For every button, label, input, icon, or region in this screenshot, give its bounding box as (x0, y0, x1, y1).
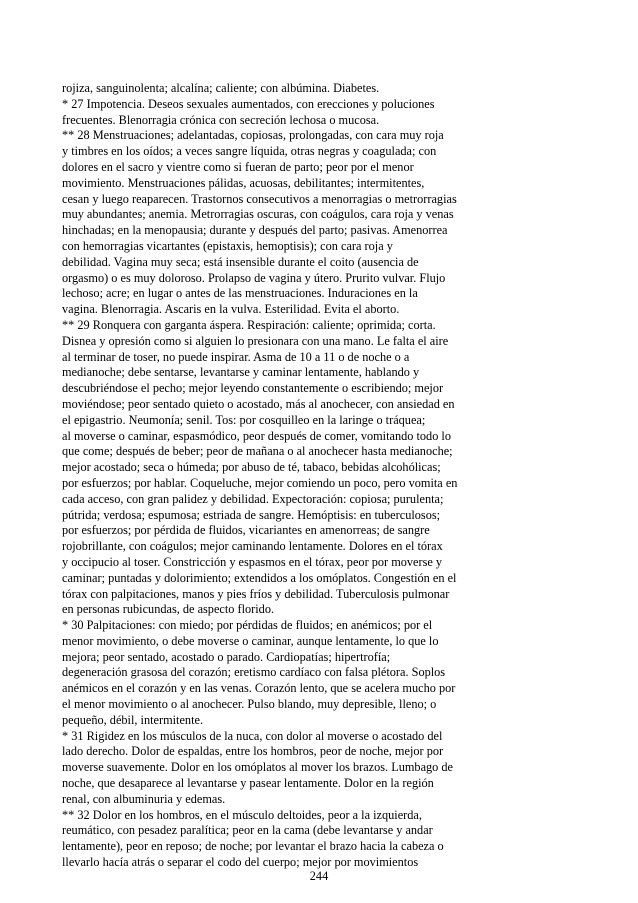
text-line: en personas rubicundas, de aspecto florido. (62, 602, 275, 617)
text-line: por esfuerzos; por pérdida de fluidos, vicariantes en amenorreas; de sangre (62, 523, 430, 538)
text-line: * 27 Impotencia. Deseos sexuales aumentados, con erecciones y poluciones (62, 96, 435, 111)
text-line: Disnea y opresión como si alguien lo presionara con una mano. Le falta el aire (62, 333, 449, 348)
body-text (62, 81, 482, 871)
text-line: mejora; peor sentado, acostado o parado. Cardiopatías; hipertrofía; (62, 649, 391, 664)
text-line: cesan y luego reaparecen. Trastornos consecutivos a menorragias o metrorragias (62, 191, 457, 206)
text-line: degeneración grasosa del corazón; eretismo cardíaco con falsa plétora. Soplos (62, 665, 446, 680)
text-line: llevarlo hacía atrás o separar el codo del cuerpo; mejor por movimientos (62, 855, 419, 870)
text-line: lado derecho. Dolor de espaldas, entre los hombros, peor de noche, mejor por (62, 744, 444, 759)
text-line: noche, que desaparece al levantarse y pasear lentamente. Dolor en la región (62, 776, 434, 791)
text-line: reumático, con pesadez paralítica; peor en la cama (debe levantarse y andar (62, 823, 433, 838)
text-line: mejor acostado; seca o húmeda; por abuso de té, tabaco, bebidas alcohólicas; (62, 460, 441, 475)
text-line: con hemorragias vicartantes (epistaxis, hemoptisis); con cara roja y (62, 238, 393, 253)
text-line: caminar; puntadas y dolorimiento; extendidos a los omóplatos. Congestión en el (62, 570, 457, 585)
text-line: orgasmo) o es muy doloroso. Prolapso de vagina y útero. Prurito vulvar. Flujo (62, 270, 446, 285)
text-line: * 31 Rigidez en los músculos de la nuca, con dolor al moverse o acostado del (62, 728, 443, 743)
text-line: movimiento. Menstruaciones pálidas, acuosas, debilitantes; intermitentes, (62, 175, 425, 190)
page-number: 244 (309, 869, 329, 883)
text-line: renal, con albuminuria y edemas. (62, 791, 226, 806)
text-line: el menor movimiento o al anochecer. Pulso blando, muy depresible, lleno; o (62, 697, 437, 712)
text-line: lechoso; acre; en lugar o antes de las menstruaciones. Induraciones en la (62, 286, 418, 301)
text-line: el epigastrio. Neumonía; senil. Tos: por cosquilleo en la laringe o tráquea; (62, 412, 426, 427)
text-line: ** 29 Ronquera con garganta áspera. Respiración: caliente; oprimida; corta. (62, 317, 436, 332)
text-line: * 30 Palpitaciones: con miedo; por pérdidas de fluidos; en anémicos; por el (62, 618, 433, 633)
text-line: ** 28 Menstruaciones; adelantadas, copiosas, prolongadas, con cara muy roja (62, 128, 444, 143)
text-line: anémicos en el corazón y en las venas. Corazón lento, que se acelera mucho por (62, 681, 456, 696)
text-line: pútrida; verdosa; espumosa; estriada de sangre. Hemóptisis: en tuberculosos; (62, 507, 441, 522)
text-line: muy abundantes; anemia. Metrorragias oscuras, con coágulos, cara roja y venas (62, 207, 454, 222)
text-line: menor movimiento, o debe moverse o caminar, aunque lentamente, lo que lo (62, 633, 439, 648)
text-line: dolores en el sacro y vientre como si fueran de parto; peor por el menor (62, 159, 414, 174)
text-line: hinchadas; en la menopausia; durante y después del parto; pasivas. Amenorrea (62, 223, 448, 238)
text-line: que come; después de beber; peor de mañana o al anochecer hasta medianoche; (62, 444, 453, 459)
text-line: debilidad. Vagina muy seca; está insensible durante el coito (ausencia de (62, 254, 419, 269)
text-line: medianoche; debe sentarse, levantarse y caminar lentamente, hablando y (62, 365, 420, 380)
text-line: descubriéndose el pecho; mejor leyendo constantemente o escribiendo; mejor (62, 381, 444, 396)
text-line: lentamente), peor en reposo; de noche; por levantar el brazo hacia la cabeza o (62, 839, 444, 854)
text-line: moverse suavemente. Dolor en los omóplatos al mover los brazos. Lumbago de (62, 760, 454, 775)
text-line: rojobrillante, con coágulos; mejor caminando lentamente. Dolores en el tórax (62, 539, 443, 554)
text-line: al moverse o caminar, espasmódico, peor después de comer, vomitando todo lo (62, 428, 451, 443)
text-line: y timbres en los oídos; a veces sangre líquida, otras negras y coagulada; con (62, 144, 437, 159)
text-line: moviéndose; peor sentado quieto o acostado, más al anochecer, con ansiedad en (62, 396, 455, 411)
text-line: rojiza, sanguinolenta; alcalína; caliente; con albúmina. Diabetes. (62, 81, 380, 95)
text-line: y occipucio al toser. Constricción y espasmos en el tórax, peor por moverse y (62, 554, 443, 569)
text-line: por esfuerzos; por hablar. Coqueluche, mejor comiendo un poco, pero vomita en (62, 475, 458, 490)
text-line: al terminar de toser, no puede inspirar. Asma de 10 a 11 o de noche o a (62, 349, 410, 364)
text-line: pequeño, débil, intermitente. (62, 712, 204, 727)
text-line: ** 32 Dolor en los hombros, en el músculo deltoides, peor a la izquierda, (62, 807, 422, 822)
text-line: frecuentes. Blenorragia crónica con secreción lechosa o mucosa. (62, 112, 380, 127)
text-line: vagina. Blenorragia. Ascaris en la vulva. Esterilidad. Evita el aborto. (62, 302, 400, 317)
text-line: cada acceso, con gran palidez y debilidad. Expectoración: copiosa; purulenta; (62, 491, 444, 506)
text-line: tórax con palpitaciones, manos y pies fríos y debilidad. Tuberculosis pulmonar (62, 586, 450, 601)
